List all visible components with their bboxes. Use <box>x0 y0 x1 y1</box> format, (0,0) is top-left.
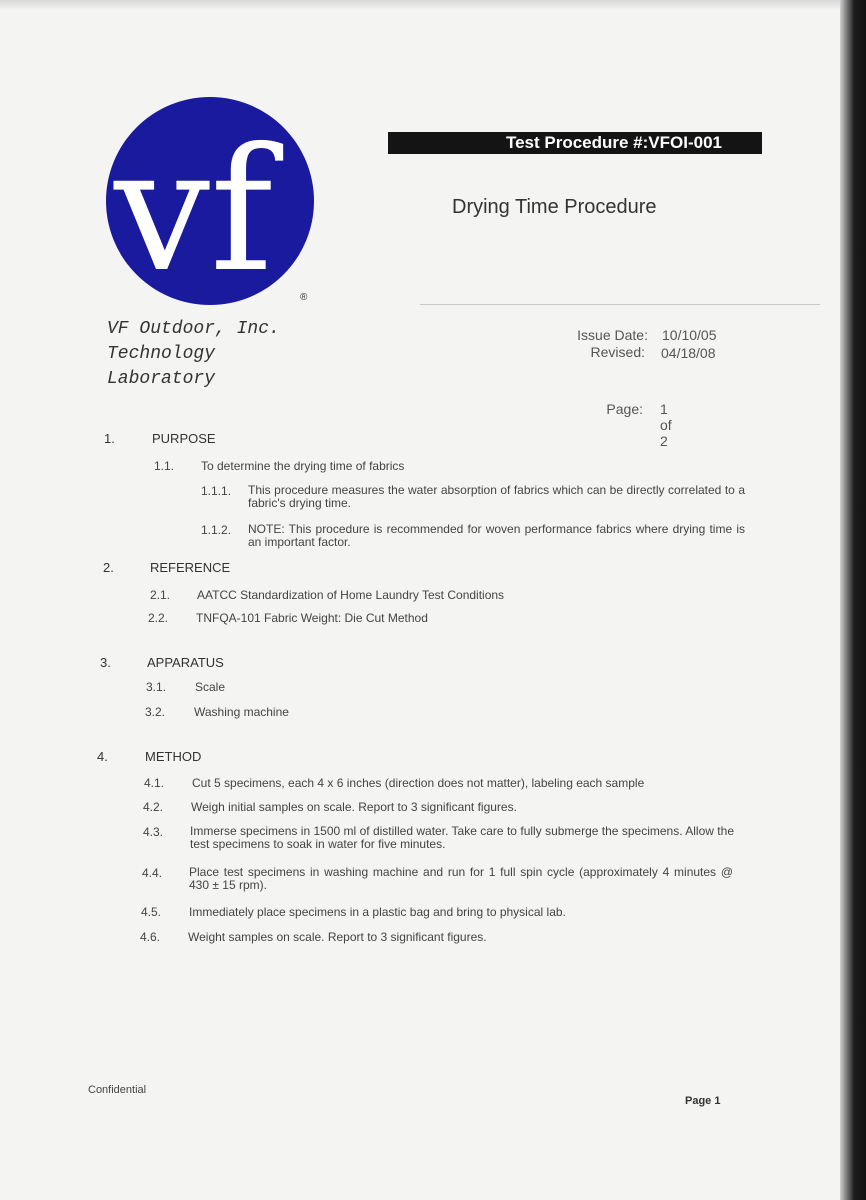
registered-mark: ® <box>300 292 308 303</box>
section-number: 3. <box>100 655 111 670</box>
item-text: Weigh initial samples on scale. Report to 3 significant figures. <box>191 800 517 814</box>
item-number: 2.2. <box>148 611 169 625</box>
item-number: 4.3. <box>143 825 164 839</box>
org-line-3: Laboratory <box>107 369 216 389</box>
confidential-label: Confidential <box>88 1084 147 1096</box>
item-number: 4.5. <box>141 905 162 919</box>
item-text: Immediately place specimens in a plastic bag and bring to physical lab. <box>189 905 566 919</box>
section-title: APPARATUS <box>147 655 224 670</box>
section-number: 4. <box>97 749 108 764</box>
page-footer: Page 1 <box>685 1095 721 1107</box>
logo-lettering: vf <box>114 112 273 307</box>
item-number: 3.1. <box>146 680 167 694</box>
item-number: 1.1.2. <box>201 523 232 537</box>
item-number: 4.1. <box>144 776 165 790</box>
page-value: 1 of 2 <box>660 401 672 449</box>
section-title: REFERENCE <box>150 560 231 575</box>
item-text: Immerse specimens in 1500 ml of distilled water. Take care to fully submerge the specimens. Allow the test specimens to soak in water for five minutes. <box>190 824 734 851</box>
item-text: Cut 5 specimens, each 4 x 6 inches (direction does not matter), labeling each sample <box>192 776 645 790</box>
revised-label: Revised: <box>590 344 645 360</box>
section-title: METHOD <box>145 749 202 764</box>
item-number: 1.1.1. <box>201 484 232 498</box>
procedure-id-bar: Test Procedure #:VFOI-001 <box>388 132 762 154</box>
org-line-1: VF Outdoor, Inc. <box>107 319 280 339</box>
item-text: Scale <box>195 680 226 694</box>
section-title: PURPOSE <box>152 431 216 446</box>
item-text: NOTE: This procedure is recommended for woven performance fabrics where drying time is an important factor. <box>248 522 745 549</box>
item-number: 2.1. <box>150 588 171 602</box>
item-text: Place test specimens in washing machine and run for 1 full spin cycle (approximately 4 minutes @ 430 ± 15 rpm). <box>189 865 733 892</box>
item-text: Weight samples on scale. Report to 3 significant figures. <box>188 930 487 944</box>
issue-date-value: 10/10/05 <box>662 327 717 343</box>
item-text: To determine the drying time of fabrics <box>201 459 405 473</box>
document-title: Drying Time Procedure <box>452 196 657 218</box>
section-number: 2. <box>103 560 114 575</box>
vf-logo <box>106 97 316 307</box>
item-text: TNFQA-101 Fabric Weight: Die Cut Method <box>196 611 428 625</box>
issue-date-label: Issue Date: <box>577 327 648 343</box>
org-line-2: Technology <box>107 344 216 364</box>
item-number: 4.4. <box>142 866 163 880</box>
item-number: 4.6. <box>140 930 161 944</box>
revised-value: 04/18/08 <box>661 345 716 361</box>
item-number: 4.2. <box>143 800 164 814</box>
item-text: This procedure measures the water absorption of fabrics which can be directly correlated to a fabric's drying time. <box>248 483 745 510</box>
header-rule <box>420 304 820 305</box>
item-text: AATCC Standardization of Home Laundry Test Conditions <box>197 588 505 602</box>
section-number: 1. <box>104 431 115 446</box>
item-number: 1.1. <box>154 459 175 473</box>
item-text: Washing machine <box>194 705 289 719</box>
scan-top-shadow <box>0 0 840 10</box>
item-number: 3.2. <box>145 705 166 719</box>
scan-edge-shadow <box>840 0 866 1200</box>
page-label: Page: <box>606 401 643 417</box>
